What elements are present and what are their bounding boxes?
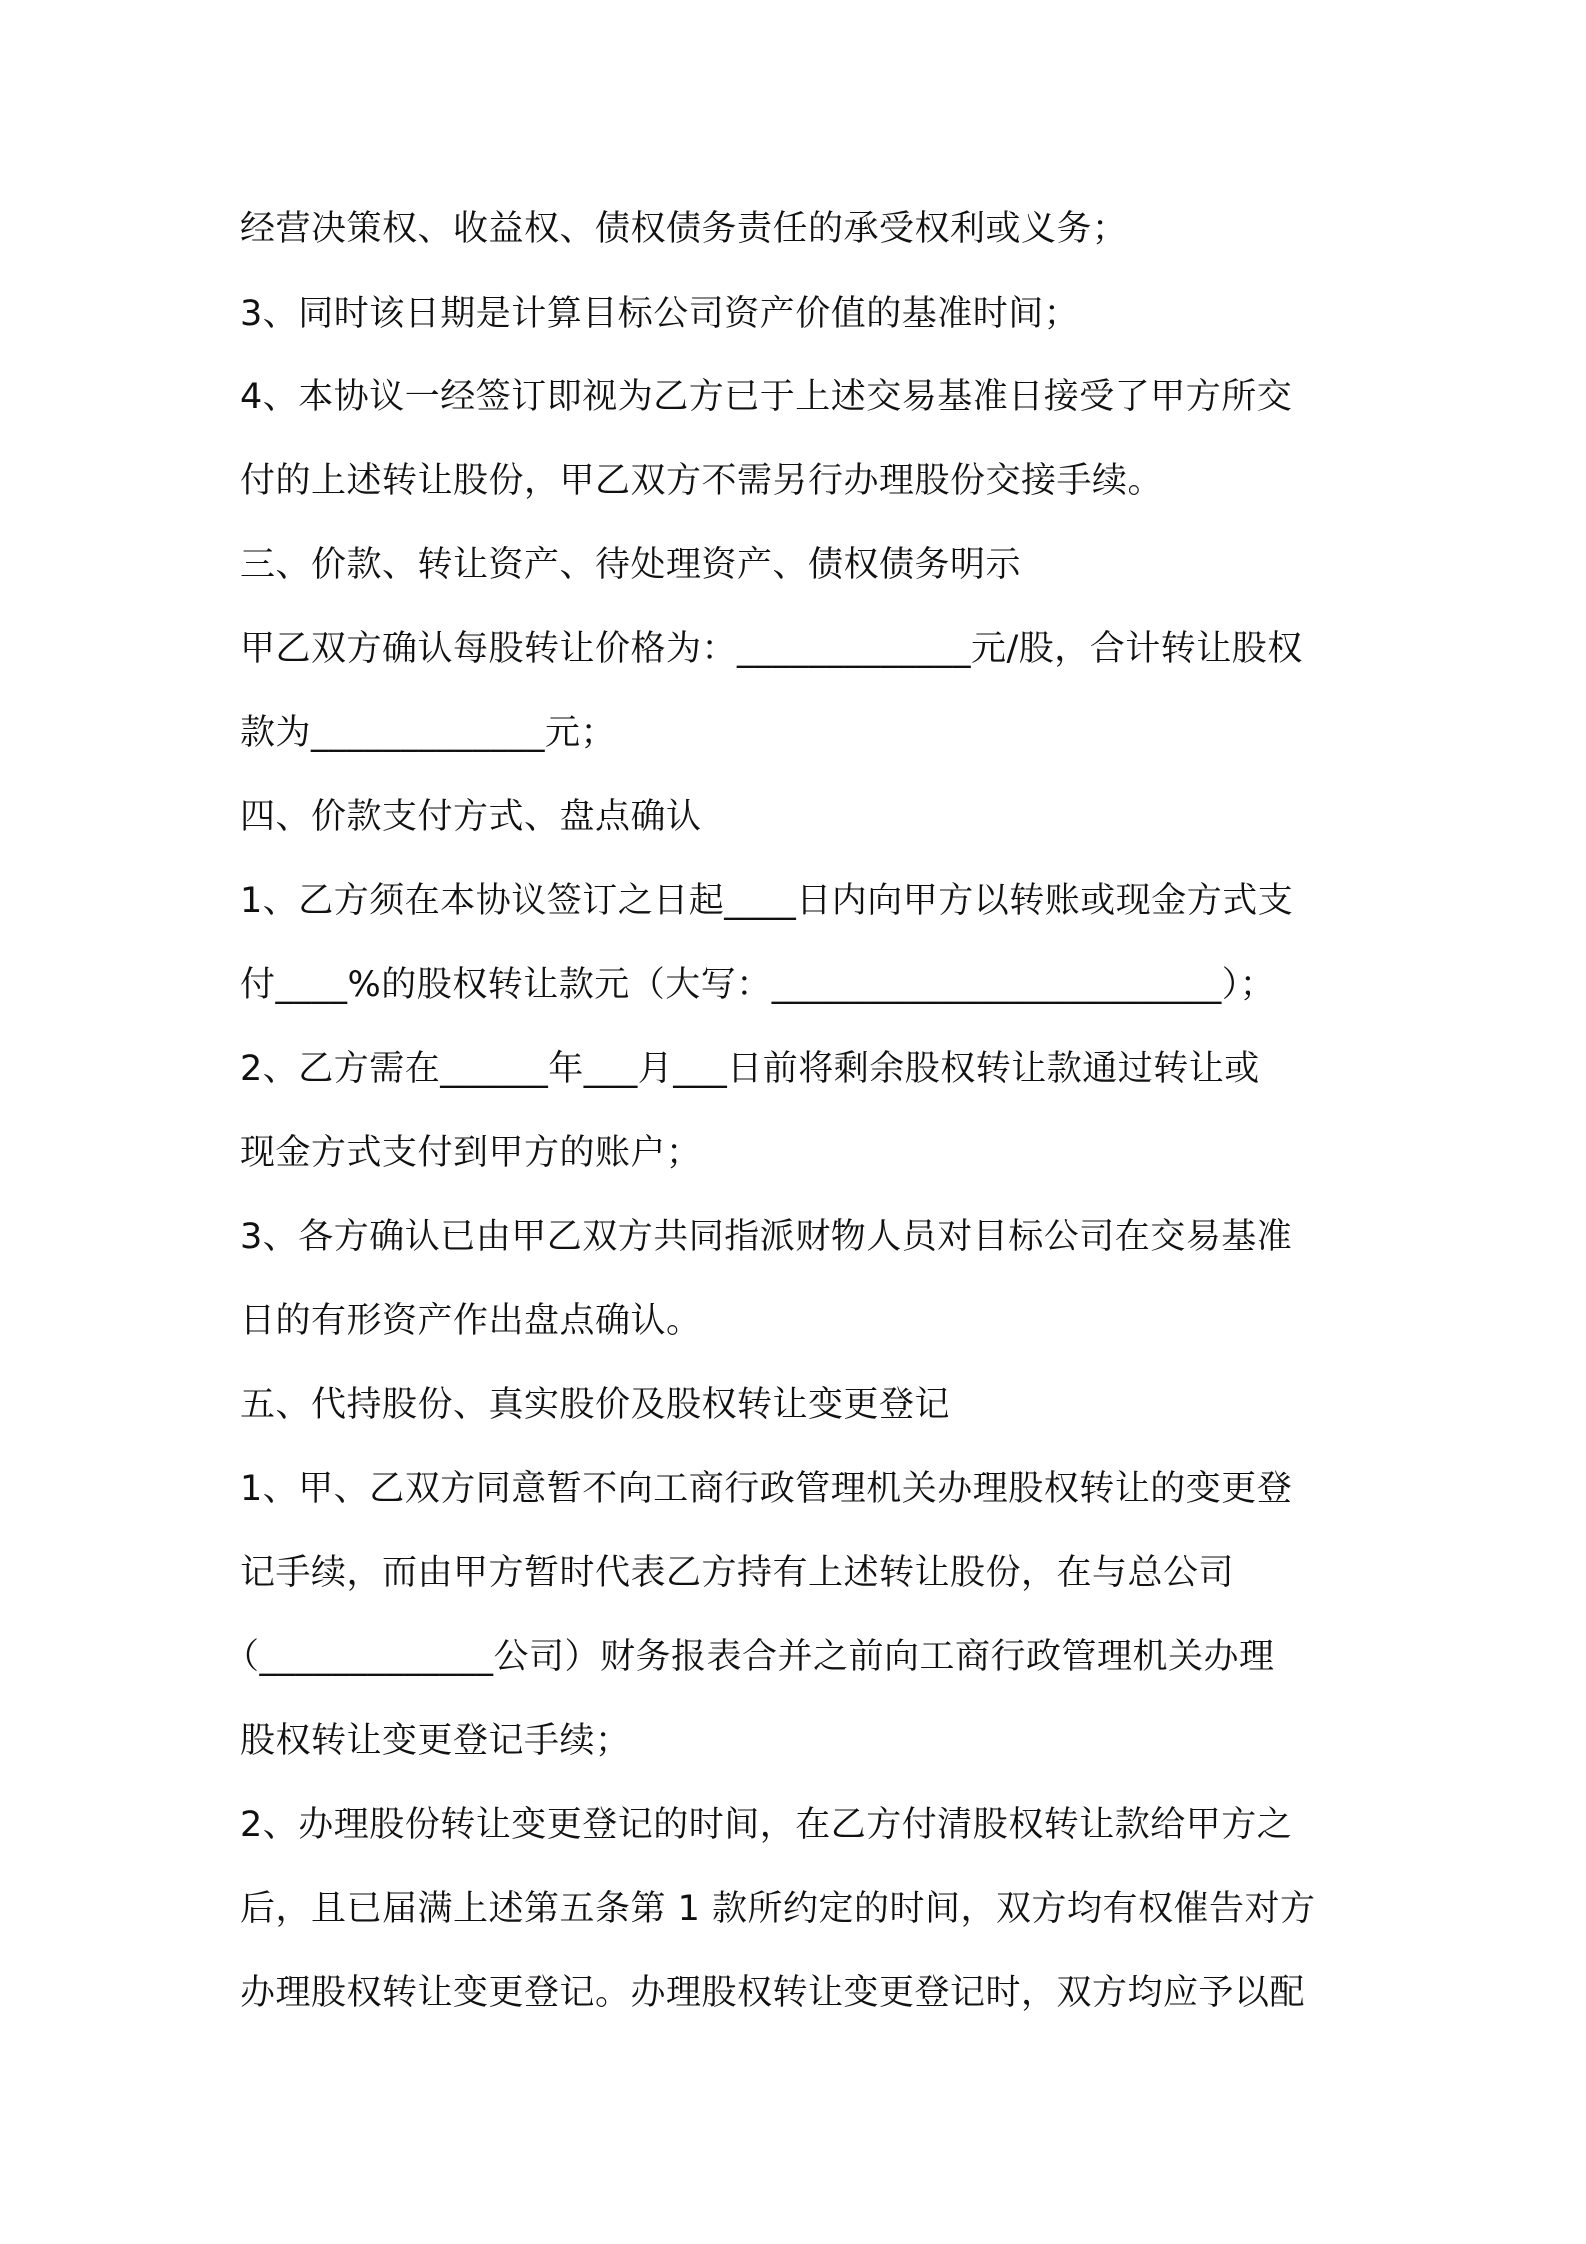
text-line: 1、乙方须在本协议签订之日起____日内向甲方以转账或现金方式支 bbox=[240, 881, 1294, 921]
text-line: 后，且已届满上述第五条第 1 款所约定的时间，双方均有权催告对方 bbox=[240, 1889, 1316, 1929]
text-line: 1、甲、乙双方同意暂不向工商行政管理机关办理股权转让的变更登 bbox=[240, 1469, 1293, 1509]
text-line: 2、乙方需在______年___月___日前将剩余股权转让款通过转让或 bbox=[240, 1049, 1260, 1089]
text-line: 3、同时该日期是计算目标公司资产价值的基准时间； bbox=[240, 294, 1080, 334]
text-line: 股权转让变更登记手续； bbox=[240, 1721, 631, 1761]
text-line: （_____________公司）财务报表合并之前向工商行政管理机关办理 bbox=[224, 1637, 1275, 1677]
section-heading: 三、价款、转让资产、待处理资产、债权债务明示 bbox=[240, 545, 1022, 585]
text-line: 甲乙双方确认每股转让价格为：_____________元/股，合计转让股权 bbox=[240, 629, 1303, 669]
section-heading: 五、代持股份、真实股价及股权转让变更登记 bbox=[240, 1385, 951, 1425]
section-heading: 四、价款支付方式、盘点确认 bbox=[240, 797, 702, 837]
text-line: 办理股权转让变更登记。办理股权转让变更登记时，双方均应予以配 bbox=[240, 1973, 1306, 2013]
text-line: 记手续，而由甲方暂时代表乙方持有上述转让股份，在与总公司 bbox=[240, 1553, 1235, 1593]
text-line: 付____%的股权转让款元（大写：_________________________）； bbox=[240, 965, 1276, 1005]
text-line: 款为_____________元； bbox=[240, 713, 617, 753]
text-line: 日的有形资产作出盘点确认。 bbox=[240, 1301, 702, 1341]
text-line: 2、办理股份转让变更登记的时间，在乙方付清股权转让款给甲方之 bbox=[240, 1805, 1293, 1845]
text-line: 现金方式支付到甲方的账户； bbox=[240, 1133, 702, 1173]
text-line: 3、各方确认已由甲乙双方共同指派财物人员对目标公司在交易基准 bbox=[240, 1217, 1293, 1257]
text-line: 经营决策权、收益权、债权债务责任的承受权利或义务； bbox=[240, 209, 1128, 249]
text-line: 4、本协议一经签订即视为乙方已于上述交易基准日接受了甲方所交 bbox=[240, 377, 1293, 417]
text-line: 付的上述转让股份，甲乙双方不需另行办理股份交接手续。 bbox=[240, 461, 1164, 501]
